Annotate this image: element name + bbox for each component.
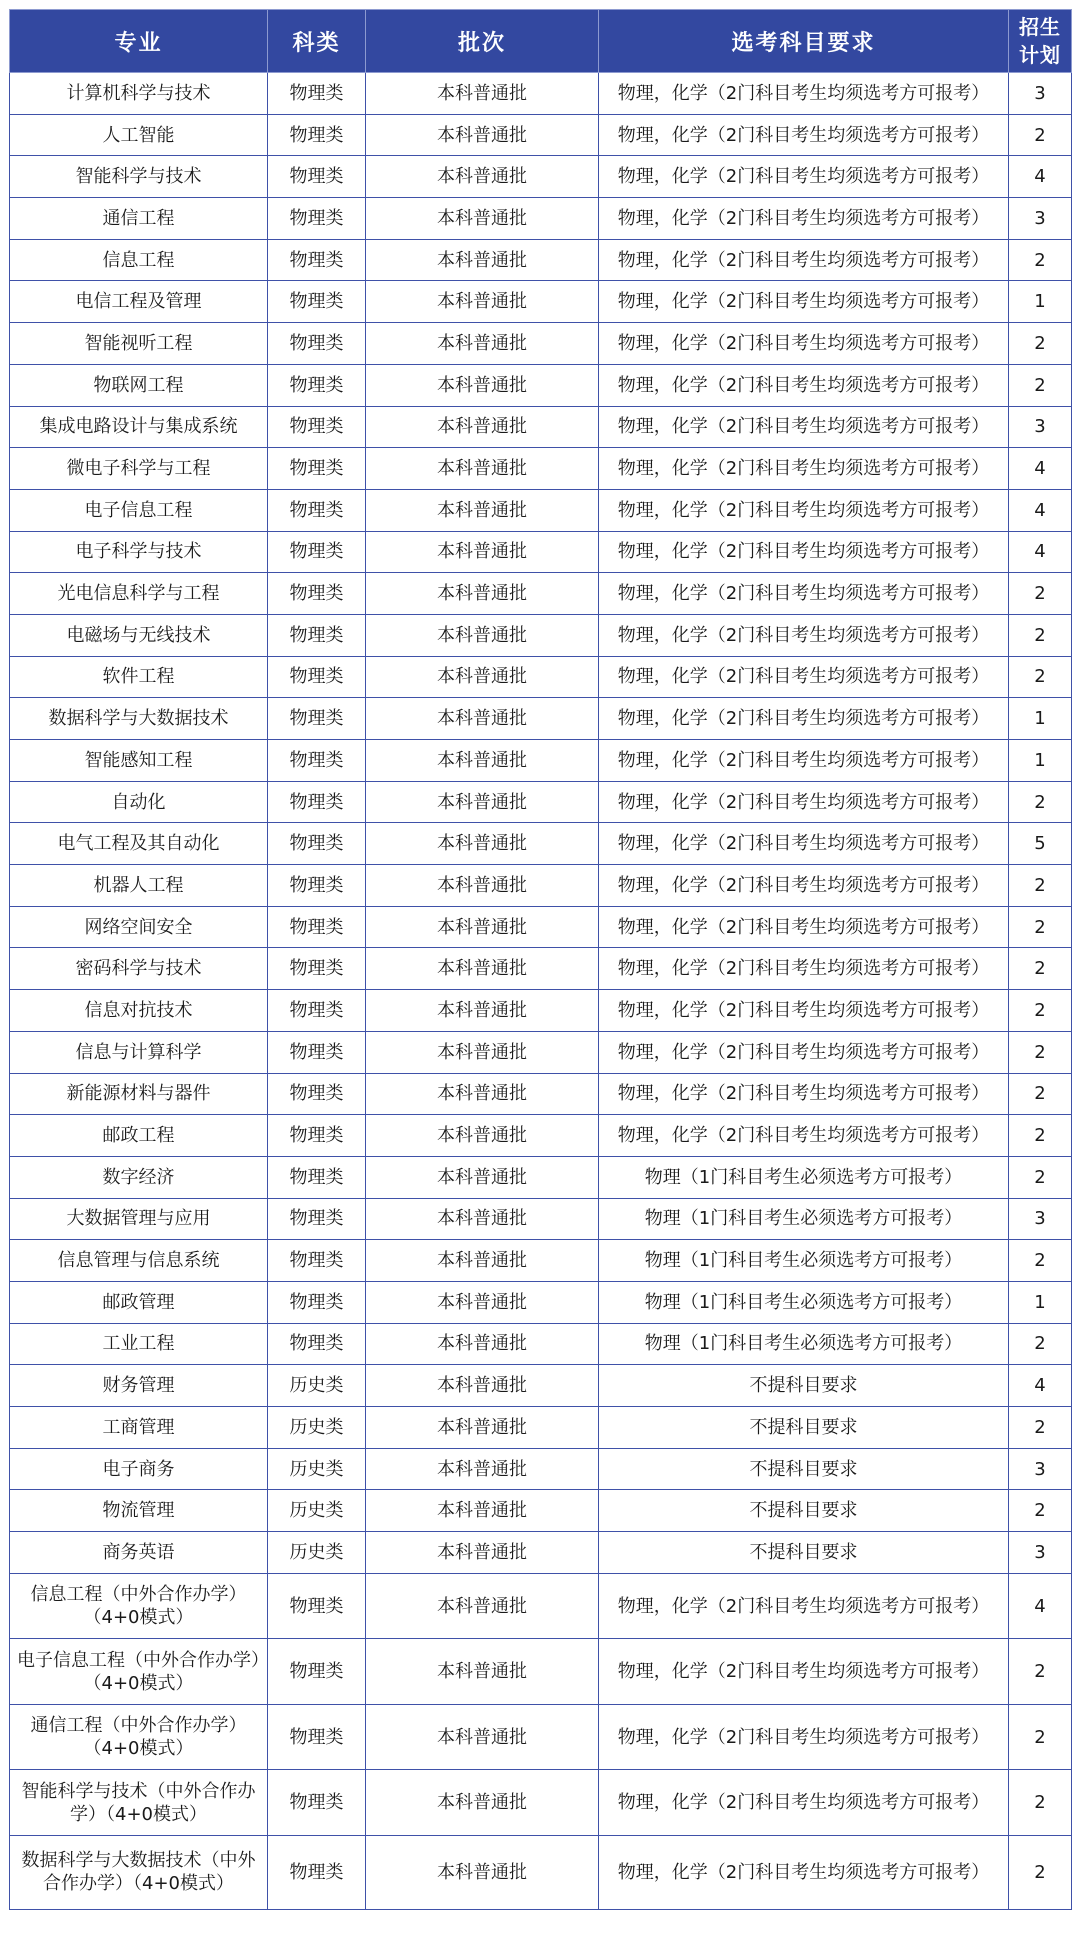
cell-subject-requirement: 物理，化学（2门科目考生均须选考方可报考） — [599, 1115, 1009, 1157]
header-major: 专业 — [10, 10, 268, 73]
cell-category: 物理类 — [268, 1835, 366, 1909]
cell-batch: 本科普通批 — [366, 239, 599, 281]
cell-category: 物理类 — [268, 489, 366, 531]
table-row — [10, 948, 1072, 990]
cell-subject-requirement: 物理，化学（2门科目考生均须选考方可报考） — [599, 698, 1009, 740]
table-row — [10, 865, 1072, 907]
cell-category: 物理类 — [268, 1573, 366, 1639]
cell-major: 大数据管理与应用 — [10, 1198, 268, 1240]
cell-batch: 本科普通批 — [366, 156, 599, 198]
table-row — [10, 656, 1072, 698]
cell-major: 财务管理 — [10, 1365, 268, 1407]
cell-major: 信息对抗技术 — [10, 990, 268, 1032]
table-row — [10, 489, 1072, 531]
cell-batch: 本科普通批 — [366, 740, 599, 782]
cell-subject-requirement: 物理，化学（2门科目考生均须选考方可报考） — [599, 573, 1009, 615]
cell-subject-requirement: 物理，化学（2门科目考生均须选考方可报考） — [599, 740, 1009, 782]
cell-subject-requirement: 物理，化学（2门科目考生均须选考方可报考） — [599, 114, 1009, 156]
cell-batch: 本科普通批 — [366, 73, 599, 115]
table-row — [10, 323, 1072, 365]
cell-major: 电子信息工程 — [10, 489, 268, 531]
cell-batch: 本科普通批 — [366, 364, 599, 406]
cell-batch: 本科普通批 — [366, 1770, 599, 1836]
cell-batch: 本科普通批 — [366, 906, 599, 948]
cell-batch: 本科普通批 — [366, 573, 599, 615]
cell-batch: 本科普通批 — [366, 1573, 599, 1639]
table-row — [10, 1704, 1072, 1770]
cell-batch: 本科普通批 — [366, 448, 599, 490]
cell-batch: 本科普通批 — [366, 1448, 599, 1490]
cell-batch: 本科普通批 — [366, 698, 599, 740]
cell-enrollment-plan: 4 — [1009, 531, 1072, 573]
cell-batch: 本科普通批 — [366, 198, 599, 240]
cell-major: 智能感知工程 — [10, 740, 268, 782]
cell-category: 物理类 — [268, 698, 366, 740]
cell-subject-requirement: 物理，化学（2门科目考生均须选考方可报考） — [599, 531, 1009, 573]
cell-batch: 本科普通批 — [366, 1490, 599, 1532]
cell-major: 信息管理与信息系统 — [10, 1240, 268, 1282]
cell-subject-requirement: 不提科目要求 — [599, 1532, 1009, 1574]
cell-enrollment-plan: 2 — [1009, 1073, 1072, 1115]
cell-enrollment-plan: 1 — [1009, 1281, 1072, 1323]
table-row — [10, 1281, 1072, 1323]
cell-batch: 本科普通批 — [366, 614, 599, 656]
cell-category: 物理类 — [268, 114, 366, 156]
cell-batch: 本科普通批 — [366, 281, 599, 323]
cell-major: 通信工程（中外合作办学）（4+0模式） — [10, 1704, 268, 1770]
cell-batch: 本科普通批 — [366, 823, 599, 865]
cell-subject-requirement: 物理，化学（2门科目考生均须选考方可报考） — [599, 323, 1009, 365]
cell-subject-requirement: 物理，化学（2门科目考生均须选考方可报考） — [599, 364, 1009, 406]
cell-enrollment-plan: 3 — [1009, 1448, 1072, 1490]
cell-subject-requirement: 物理（1门科目考生必须选考方可报考） — [599, 1240, 1009, 1282]
cell-batch: 本科普通批 — [366, 781, 599, 823]
cell-major: 智能视听工程 — [10, 323, 268, 365]
cell-major: 光电信息科学与工程 — [10, 573, 268, 615]
cell-category: 物理类 — [268, 448, 366, 490]
cell-subject-requirement: 物理，化学（2门科目考生均须选考方可报考） — [599, 406, 1009, 448]
cell-category: 历史类 — [268, 1365, 366, 1407]
cell-enrollment-plan: 2 — [1009, 1323, 1072, 1365]
cell-subject-requirement: 物理，化学（2门科目考生均须选考方可报考） — [599, 1031, 1009, 1073]
cell-batch: 本科普通批 — [366, 1073, 599, 1115]
table-row — [10, 1490, 1072, 1532]
cell-batch: 本科普通批 — [366, 1704, 599, 1770]
cell-major: 电子信息工程（中外合作办学）（4+0模式） — [10, 1639, 268, 1705]
cell-category: 物理类 — [268, 1115, 366, 1157]
cell-batch: 本科普通批 — [366, 531, 599, 573]
cell-category: 物理类 — [268, 1198, 366, 1240]
cell-major: 商务英语 — [10, 1532, 268, 1574]
header-category: 科类 — [268, 10, 366, 73]
cell-subject-requirement: 物理，化学（2门科目考生均须选考方可报考） — [599, 198, 1009, 240]
table-row — [10, 448, 1072, 490]
cell-major: 网络空间安全 — [10, 906, 268, 948]
cell-enrollment-plan: 2 — [1009, 1704, 1072, 1770]
cell-enrollment-plan: 4 — [1009, 1365, 1072, 1407]
cell-category: 物理类 — [268, 573, 366, 615]
cell-category: 物理类 — [268, 198, 366, 240]
cell-category: 物理类 — [268, 1281, 366, 1323]
cell-enrollment-plan: 4 — [1009, 156, 1072, 198]
cell-major: 数字经济 — [10, 1156, 268, 1198]
admission-plan-table — [9, 9, 1072, 1910]
cell-enrollment-plan: 2 — [1009, 656, 1072, 698]
cell-enrollment-plan: 3 — [1009, 406, 1072, 448]
cell-enrollment-plan: 2 — [1009, 1407, 1072, 1449]
cell-major: 智能科学与技术（中外合作办学）（4+0模式） — [10, 1770, 268, 1836]
cell-category: 物理类 — [268, 948, 366, 990]
table-row — [10, 1448, 1072, 1490]
cell-enrollment-plan: 2 — [1009, 323, 1072, 365]
cell-enrollment-plan: 1 — [1009, 740, 1072, 782]
cell-major: 新能源材料与器件 — [10, 1073, 268, 1115]
cell-batch: 本科普通批 — [366, 114, 599, 156]
admission-table-container — [9, 9, 1071, 1910]
cell-batch: 本科普通批 — [366, 489, 599, 531]
cell-batch: 本科普通批 — [366, 1407, 599, 1449]
table-row — [10, 1835, 1072, 1909]
table-row — [10, 906, 1072, 948]
cell-subject-requirement: 物理，化学（2门科目考生均须选考方可报考） — [599, 906, 1009, 948]
cell-subject-requirement: 物理（1门科目考生必须选考方可报考） — [599, 1323, 1009, 1365]
table-row — [10, 281, 1072, 323]
table-row — [10, 990, 1072, 1032]
cell-subject-requirement: 物理，化学（2门科目考生均须选考方可报考） — [599, 1835, 1009, 1909]
cell-enrollment-plan: 2 — [1009, 239, 1072, 281]
cell-batch: 本科普通批 — [366, 1115, 599, 1157]
cell-subject-requirement: 物理，化学（2门科目考生均须选考方可报考） — [599, 1770, 1009, 1836]
cell-subject-requirement: 物理，化学（2门科目考生均须选考方可报考） — [599, 448, 1009, 490]
table-row — [10, 1639, 1072, 1705]
table-row — [10, 823, 1072, 865]
table-row — [10, 239, 1072, 281]
cell-category: 物理类 — [268, 1704, 366, 1770]
table-row — [10, 1073, 1072, 1115]
table-row — [10, 114, 1072, 156]
table-row — [10, 1031, 1072, 1073]
cell-enrollment-plan: 2 — [1009, 1770, 1072, 1836]
cell-enrollment-plan: 2 — [1009, 1156, 1072, 1198]
cell-category: 物理类 — [268, 73, 366, 115]
table-row — [10, 73, 1072, 115]
cell-category: 物理类 — [268, 1323, 366, 1365]
cell-subject-requirement: 物理（1门科目考生必须选考方可报考） — [599, 1198, 1009, 1240]
cell-enrollment-plan: 3 — [1009, 198, 1072, 240]
cell-subject-requirement: 不提科目要求 — [599, 1407, 1009, 1449]
table-row — [10, 573, 1072, 615]
table-row — [10, 364, 1072, 406]
cell-major: 微电子科学与工程 — [10, 448, 268, 490]
cell-enrollment-plan: 1 — [1009, 698, 1072, 740]
cell-category: 物理类 — [268, 823, 366, 865]
table-header — [10, 10, 1072, 73]
header-subject-requirement: 选考科目要求 — [599, 10, 1009, 73]
cell-category: 物理类 — [268, 323, 366, 365]
cell-major: 电气工程及其自动化 — [10, 823, 268, 865]
cell-major: 电磁场与无线技术 — [10, 614, 268, 656]
cell-category: 物理类 — [268, 614, 366, 656]
cell-category: 物理类 — [268, 406, 366, 448]
cell-major: 物流管理 — [10, 1490, 268, 1532]
cell-major: 数据科学与大数据技术 — [10, 698, 268, 740]
table-row — [10, 614, 1072, 656]
cell-enrollment-plan: 4 — [1009, 489, 1072, 531]
table-row — [10, 1156, 1072, 1198]
table-row — [10, 1407, 1072, 1449]
cell-enrollment-plan: 5 — [1009, 823, 1072, 865]
table-row — [10, 1532, 1072, 1574]
cell-batch: 本科普通批 — [366, 1031, 599, 1073]
cell-major: 信息工程（中外合作办学）（4+0模式） — [10, 1573, 268, 1639]
cell-category: 历史类 — [268, 1490, 366, 1532]
cell-subject-requirement: 物理，化学（2门科目考生均须选考方可报考） — [599, 156, 1009, 198]
table-row — [10, 740, 1072, 782]
cell-major: 智能科学与技术 — [10, 156, 268, 198]
cell-category: 物理类 — [268, 1156, 366, 1198]
table-row — [10, 1770, 1072, 1836]
table-row — [10, 698, 1072, 740]
cell-enrollment-plan: 2 — [1009, 906, 1072, 948]
cell-subject-requirement: 不提科目要求 — [599, 1490, 1009, 1532]
cell-batch: 本科普通批 — [366, 406, 599, 448]
cell-category: 历史类 — [268, 1448, 366, 1490]
cell-subject-requirement: 物理（1门科目考生必须选考方可报考） — [599, 1156, 1009, 1198]
cell-enrollment-plan: 2 — [1009, 1490, 1072, 1532]
cell-batch: 本科普通批 — [366, 1639, 599, 1705]
cell-enrollment-plan: 2 — [1009, 1639, 1072, 1705]
cell-subject-requirement: 物理，化学（2门科目考生均须选考方可报考） — [599, 990, 1009, 1032]
table-row — [10, 531, 1072, 573]
cell-major: 计算机科学与技术 — [10, 73, 268, 115]
cell-category: 物理类 — [268, 865, 366, 907]
cell-major: 电信工程及管理 — [10, 281, 268, 323]
cell-batch: 本科普通批 — [366, 865, 599, 907]
cell-category: 物理类 — [268, 281, 366, 323]
cell-category: 物理类 — [268, 906, 366, 948]
cell-category: 物理类 — [268, 740, 366, 782]
cell-subject-requirement: 不提科目要求 — [599, 1448, 1009, 1490]
cell-subject-requirement: 物理，化学（2门科目考生均须选考方可报考） — [599, 239, 1009, 281]
cell-enrollment-plan: 2 — [1009, 990, 1072, 1032]
cell-major: 人工智能 — [10, 114, 268, 156]
cell-subject-requirement: 物理，化学（2门科目考生均须选考方可报考） — [599, 1073, 1009, 1115]
cell-enrollment-plan: 4 — [1009, 448, 1072, 490]
cell-enrollment-plan: 3 — [1009, 1532, 1072, 1574]
cell-batch: 本科普通批 — [366, 323, 599, 365]
cell-batch: 本科普通批 — [366, 948, 599, 990]
cell-subject-requirement: 物理，化学（2门科目考生均须选考方可报考） — [599, 865, 1009, 907]
cell-enrollment-plan: 2 — [1009, 1835, 1072, 1909]
cell-major: 集成电路设计与集成系统 — [10, 406, 268, 448]
cell-category: 物理类 — [268, 990, 366, 1032]
table-row — [10, 1240, 1072, 1282]
cell-subject-requirement: 物理，化学（2门科目考生均须选考方可报考） — [599, 73, 1009, 115]
cell-major: 电子科学与技术 — [10, 531, 268, 573]
cell-enrollment-plan: 2 — [1009, 364, 1072, 406]
cell-major: 机器人工程 — [10, 865, 268, 907]
cell-subject-requirement: 物理，化学（2门科目考生均须选考方可报考） — [599, 948, 1009, 990]
cell-subject-requirement: 物理，化学（2门科目考生均须选考方可报考） — [599, 656, 1009, 698]
header-enrollment-plan: 招生计划 — [1009, 10, 1072, 73]
cell-category: 物理类 — [268, 1770, 366, 1836]
cell-enrollment-plan: 2 — [1009, 865, 1072, 907]
cell-category: 物理类 — [268, 1073, 366, 1115]
cell-enrollment-plan: 2 — [1009, 1240, 1072, 1282]
cell-major: 密码科学与技术 — [10, 948, 268, 990]
cell-major: 电子商务 — [10, 1448, 268, 1490]
cell-batch: 本科普通批 — [366, 1323, 599, 1365]
cell-category: 物理类 — [268, 1031, 366, 1073]
table-body — [10, 73, 1072, 1910]
cell-batch: 本科普通批 — [366, 1156, 599, 1198]
cell-category: 物理类 — [268, 156, 366, 198]
cell-batch: 本科普通批 — [366, 656, 599, 698]
cell-enrollment-plan: 2 — [1009, 1031, 1072, 1073]
cell-batch: 本科普通批 — [366, 1240, 599, 1282]
cell-major: 工商管理 — [10, 1407, 268, 1449]
cell-batch: 本科普通批 — [366, 1365, 599, 1407]
cell-major: 邮政管理 — [10, 1281, 268, 1323]
cell-major: 数据科学与大数据技术（中外合作办学）（4+0模式） — [10, 1835, 268, 1909]
cell-major: 工业工程 — [10, 1323, 268, 1365]
cell-major: 信息工程 — [10, 239, 268, 281]
cell-subject-requirement: 物理，化学（2门科目考生均须选考方可报考） — [599, 1704, 1009, 1770]
table-row — [10, 781, 1072, 823]
cell-subject-requirement: 物理，化学（2门科目考生均须选考方可报考） — [599, 489, 1009, 531]
header-row — [10, 10, 1072, 73]
cell-subject-requirement: 不提科目要求 — [599, 1365, 1009, 1407]
cell-major: 软件工程 — [10, 656, 268, 698]
cell-batch: 本科普通批 — [366, 990, 599, 1032]
table-row — [10, 1115, 1072, 1157]
cell-enrollment-plan: 1 — [1009, 281, 1072, 323]
cell-major: 信息与计算科学 — [10, 1031, 268, 1073]
cell-category: 物理类 — [268, 531, 366, 573]
cell-subject-requirement: 物理，化学（2门科目考生均须选考方可报考） — [599, 1639, 1009, 1705]
cell-major: 自动化 — [10, 781, 268, 823]
cell-batch: 本科普通批 — [366, 1532, 599, 1574]
cell-batch: 本科普通批 — [366, 1198, 599, 1240]
cell-subject-requirement: 物理，化学（2门科目考生均须选考方可报考） — [599, 281, 1009, 323]
table-row — [10, 156, 1072, 198]
cell-enrollment-plan: 2 — [1009, 781, 1072, 823]
cell-category: 物理类 — [268, 656, 366, 698]
cell-enrollment-plan: 2 — [1009, 573, 1072, 615]
header-batch: 批次 — [366, 10, 599, 73]
table-row — [10, 1573, 1072, 1639]
cell-category: 物理类 — [268, 1639, 366, 1705]
cell-major: 物联网工程 — [10, 364, 268, 406]
cell-subject-requirement: 物理，化学（2门科目考生均须选考方可报考） — [599, 823, 1009, 865]
table-row — [10, 1365, 1072, 1407]
cell-enrollment-plan: 3 — [1009, 1198, 1072, 1240]
cell-category: 物理类 — [268, 239, 366, 281]
cell-batch: 本科普通批 — [366, 1835, 599, 1909]
cell-category: 历史类 — [268, 1407, 366, 1449]
cell-category: 历史类 — [268, 1532, 366, 1574]
cell-enrollment-plan: 2 — [1009, 614, 1072, 656]
cell-batch: 本科普通批 — [366, 1281, 599, 1323]
cell-subject-requirement: 物理（1门科目考生必须选考方可报考） — [599, 1281, 1009, 1323]
table-row — [10, 1323, 1072, 1365]
cell-enrollment-plan: 2 — [1009, 114, 1072, 156]
table-row — [10, 198, 1072, 240]
cell-category: 物理类 — [268, 781, 366, 823]
table-row — [10, 1198, 1072, 1240]
cell-subject-requirement: 物理，化学（2门科目考生均须选考方可报考） — [599, 1573, 1009, 1639]
table-row — [10, 406, 1072, 448]
cell-major: 邮政工程 — [10, 1115, 268, 1157]
cell-subject-requirement: 物理，化学（2门科目考生均须选考方可报考） — [599, 781, 1009, 823]
cell-category: 物理类 — [268, 364, 366, 406]
cell-enrollment-plan: 4 — [1009, 1573, 1072, 1639]
cell-category: 物理类 — [268, 1240, 366, 1282]
cell-enrollment-plan: 2 — [1009, 1115, 1072, 1157]
cell-major: 通信工程 — [10, 198, 268, 240]
cell-enrollment-plan: 3 — [1009, 73, 1072, 115]
cell-subject-requirement: 物理，化学（2门科目考生均须选考方可报考） — [599, 614, 1009, 656]
cell-enrollment-plan: 2 — [1009, 948, 1072, 990]
